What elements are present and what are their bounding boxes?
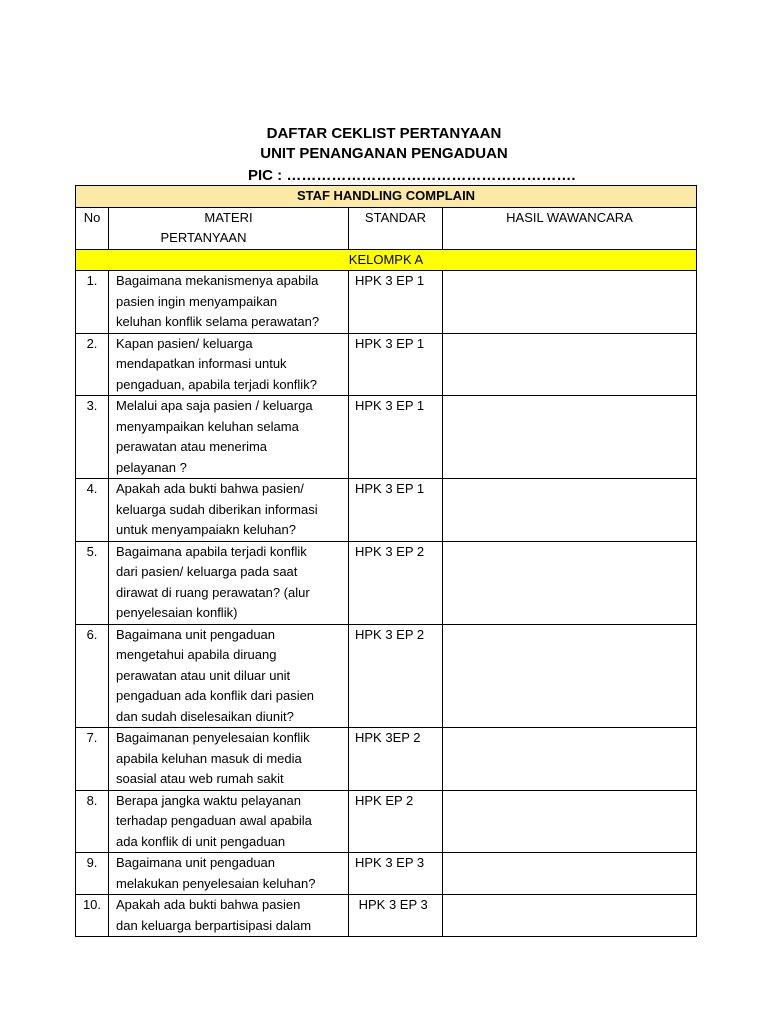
question-standar: HPK 3 EP 1 (349, 271, 443, 334)
question-text-line: Kapan pasien/ keluarga (116, 335, 253, 351)
question-text (109, 853, 349, 895)
question-standar: HPK 3 EP 1 (349, 479, 443, 542)
question-standar: HPK 3 EP 2 (349, 541, 443, 624)
question-text (109, 333, 349, 396)
question-number: 2. (76, 333, 109, 396)
question-text-line: Bagaimanan penyelesaian konflik (116, 730, 310, 745)
question-text (109, 271, 349, 334)
pic-line: PIC : …………………………………………………. (248, 167, 576, 184)
section-header-row (76, 186, 697, 208)
question-row (76, 728, 697, 791)
question-number: 7. (76, 728, 109, 791)
question-text-line: dan sudah diselesaikan diunit? (116, 708, 294, 724)
question-text-line: dan keluarga berpartisipasi dalam (116, 917, 312, 933)
answer-cell[interactable] (443, 790, 697, 853)
answer-cell[interactable] (443, 541, 697, 624)
question-text-line: Bagaimana unit pengaduan (116, 626, 276, 642)
answer-cell[interactable] (443, 333, 697, 396)
question-row (76, 541, 697, 624)
question-text (109, 624, 349, 728)
question-row (76, 479, 697, 542)
question-row (76, 396, 697, 479)
question-text-line: pasien ingin menyampaikan (116, 293, 278, 309)
question-standar: HPK 3 EP 1 (349, 333, 443, 396)
answer-cell[interactable] (443, 271, 697, 334)
question-text-line: Berapa jangka waktu pelayanan (116, 792, 302, 808)
question-standar: HPK 3 EP 3 (349, 853, 443, 895)
question-text-line: perawatan atau unit diluar unit (116, 667, 291, 683)
question-number: 5. (76, 541, 109, 624)
question-text-line: apabila keluhan masuk di media (116, 750, 302, 766)
question-text-line: melakukan penyelesaian keluhan? (116, 875, 316, 891)
question-text-line: keluarga sudah diberikan informasi (116, 501, 318, 517)
question-row (76, 624, 697, 728)
checklist-table (75, 185, 697, 937)
question-number: 9. (76, 853, 109, 895)
question-text-line: dirawat di ruang perawatan? (alur (116, 584, 310, 600)
question-row (76, 853, 697, 895)
question-text-line: mendapatkan informasi untuk (116, 356, 287, 371)
question-text-line: menyampaikan keluhan selama (116, 418, 299, 434)
column-header-materi-line-2: PERTANYAAN (160, 230, 247, 245)
question-row (76, 790, 697, 853)
answer-cell[interactable] (443, 728, 697, 791)
group-label: KELOMPK A (76, 249, 697, 271)
column-header-standar: STANDAR (349, 207, 443, 249)
question-text-line: Apakah ada bukti bahwa pasien (116, 897, 301, 912)
question-number: 10. (76, 895, 109, 937)
answer-cell[interactable] (443, 396, 697, 479)
column-header-row (76, 207, 697, 249)
question-text-line: pengaduan, apabila terjadi konflik? (116, 376, 317, 392)
answer-cell[interactable] (443, 624, 697, 728)
question-standar: HPK 3 EP 2 (349, 624, 443, 728)
question-row (76, 271, 697, 334)
question-text-line: terhadap pengaduan awal apabila (116, 813, 312, 828)
question-number: 1. (76, 271, 109, 334)
question-text-line: Bagaimana apabila terjadi konflik (116, 543, 307, 559)
question-standar: HPK 3 EP 1 (349, 396, 443, 479)
question-text-line: soasial atau web rumah sakit (116, 771, 284, 786)
question-standar: HPK EP 2 (349, 790, 443, 853)
question-number: 3. (76, 396, 109, 479)
question-row (76, 895, 697, 937)
question-text-line: pengaduan ada konflik dari pasien (116, 688, 315, 703)
question-number: 6. (76, 624, 109, 728)
document-title (0, 124, 768, 164)
question-text-line: mengetahui apabila diruang (116, 647, 277, 662)
answer-cell[interactable] (443, 853, 697, 895)
answer-cell[interactable] (443, 895, 697, 937)
question-row (76, 333, 697, 396)
question-text-line: untuk menyampaiakn keluhan? (116, 522, 296, 537)
column-header-materi (109, 207, 349, 249)
question-text-line: Melalui apa saja pasien / keluarga (116, 398, 313, 413)
column-header-hasil: HASIL WAWANCARA (443, 207, 697, 249)
title-line-2: UNIT PENANGANAN PENGADUAN (260, 145, 508, 162)
answer-cell[interactable] (443, 479, 697, 542)
question-text (109, 895, 349, 937)
question-text (109, 728, 349, 791)
column-header-no: No (76, 207, 109, 249)
question-text-line: dari pasien/ keluarga pada saat (116, 564, 298, 579)
question-text-line: ada konflik di unit pengaduan (116, 833, 286, 849)
question-text-line: Bagaimana unit pengaduan (116, 855, 276, 870)
group-row (76, 249, 697, 271)
column-header-materi-line-1: MATERI (204, 209, 253, 225)
question-text (109, 541, 349, 624)
question-standar: HPK 3 EP 3 (349, 895, 443, 937)
question-standar: HPK 3EP 2 (349, 728, 443, 791)
question-number: 8. (76, 790, 109, 853)
question-number: 4. (76, 479, 109, 542)
question-text-line: keluhan konflik selama perawatan? (116, 314, 320, 329)
question-text-line: Apakah ada bukti bahwa pasien/ (116, 481, 304, 496)
question-text (109, 479, 349, 542)
title-line-1: DAFTAR CEKLIST PERTANYAAN (266, 125, 502, 142)
section-header: STAF HANDLING COMPLAIN (76, 186, 697, 208)
question-text-line: penyelesaian konflik) (116, 605, 238, 620)
question-text-line: pelayanan ? (116, 459, 187, 475)
question-text (109, 396, 349, 479)
question-text-line: Bagaimana mekanismenya apabila (116, 273, 319, 288)
question-text (109, 790, 349, 853)
question-text-line: perawatan atau menerima (116, 439, 268, 454)
